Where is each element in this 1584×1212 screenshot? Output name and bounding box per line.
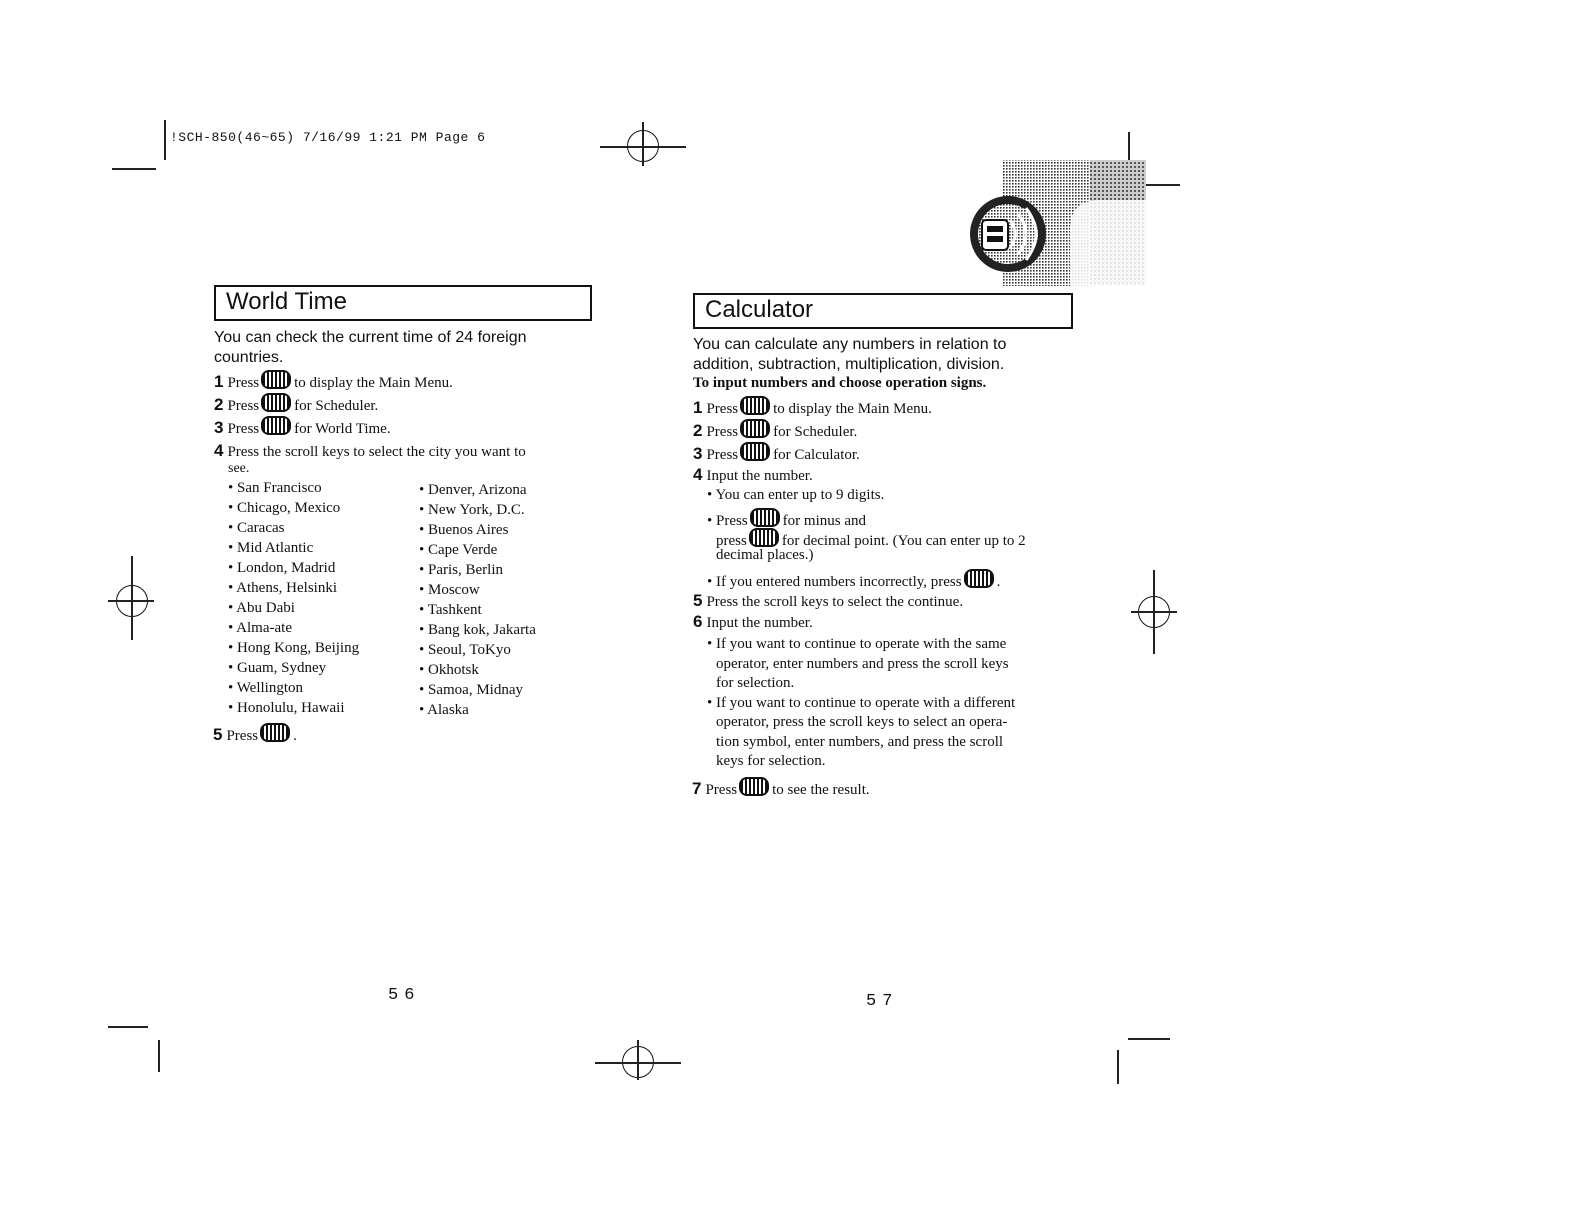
list-item: • Chicago, Mexico [228,500,341,516]
page-number: 57 [866,992,899,1011]
list-item: • Mid Atlantic [228,540,314,556]
step-4-continuation: see. [228,461,250,476]
step-5: 5 Press the scroll keys to select the continue. [693,591,964,610]
list-item: tion symbol, enter numbers, and press the scroll [716,733,1004,750]
list-item: • Caracas [228,520,285,536]
crop-mark [1117,1050,1119,1084]
key-2-icon [740,419,770,438]
list-item: • Abu Dabi [228,600,295,616]
step-3: 3 Press for World Time. [214,418,391,437]
key-6-icon [261,416,291,435]
step-4-bullet: • You can enter up to 9 digits. [707,487,885,503]
calculator-chapter-graphic [970,150,1146,286]
end-key-icon [260,723,290,742]
list-item: • Seoul, ToKyo [419,642,511,658]
list-item: • Okhotsk [419,662,479,678]
crop-mark [158,1040,160,1072]
step-3: 3 Press for Calculator. [693,444,860,463]
list-item: • Guam, Sydney [228,660,327,676]
menu-key-icon [740,396,770,415]
crop-mark [1128,1038,1170,1040]
list-item: • San Francisco [228,480,322,496]
step-1: 1 Press to display the Main Menu. [214,372,453,391]
list-item: operator, press the scroll keys to select an opera- [716,714,1008,730]
section-heading-box [693,293,1073,329]
list-item: • Moscow [419,582,480,598]
list-item: keys for selection. [716,753,826,769]
list-item: • Hong Kong, Beijing [228,640,360,656]
page-number: 56 [388,986,421,1005]
section-heading-box [214,285,592,321]
menu-key-icon [261,370,291,389]
step-6: 6 Input the number. [693,612,813,631]
list-item: • Alma-ate [228,620,292,636]
crop-mark [112,168,156,170]
registration-mark [1153,570,1155,654]
subheading: To input numbers and choose operation signs. [693,375,987,391]
list-item: • Samoa, Midnay [419,682,523,698]
star-key-icon [750,508,780,527]
step-2: 2 Press for Scheduler. [693,421,858,440]
list-item: • Honolulu, Hawaii [228,700,345,716]
list-item: • Buenos Aires [419,522,509,538]
step-4-bullet: press for decimal point. (You can enter up to 2 [716,528,1026,550]
intro-text: You can check the current time of 24 foreign countries. [214,329,527,366]
list-item: • London, Madrid [228,560,336,576]
step-4-bullet: • Press for minus and [707,508,866,530]
registration-mark [637,1040,639,1080]
registration-mark [131,556,133,640]
section-title: World Time [226,288,347,315]
step-4-bullet: • If you entered numbers incorrectly, press . [707,569,1000,591]
list-item: • Cape Verde [419,542,498,558]
step-4: 4 Input the number. [693,465,813,484]
list-item: • If you want to continue to operate with the same [707,636,1007,652]
step-5: 5 Press . [213,725,297,744]
intro-text: You can calculate any numbers in relation to addition, subtraction, multiplication, division. [693,336,1007,373]
crop-mark [164,120,166,160]
list-item: • Bang kok, Jakarta [419,622,536,638]
step-7: 7 Press to see the result. [692,779,870,798]
clr-key-icon [964,569,994,588]
list-item: • Denver, Arizona [419,482,527,498]
step-4: 4 Press the scroll keys to select the city you want to [214,441,526,460]
section-title: Calculator [705,296,814,323]
list-item: operator, enter numbers and press the scroll keys [716,655,1009,672]
list-item: • Wellington [228,680,304,696]
list-item: • Tashkent [419,602,482,618]
key-7-icon [740,442,770,461]
list-item: • If you want to continue to operate with a different [707,694,1016,711]
list-item: • Athens, Helsinki [228,580,337,596]
list-item: • Alaska [419,702,469,718]
star-key-icon [749,528,779,547]
step-1: 1 Press to display the Main Menu. [693,398,932,417]
list-item: • New York, D.C. [419,502,525,518]
crop-mark [108,1026,148,1028]
print-slug: !SCH-850(46~65) 7/16/99 1:21 PM Page 6 [170,130,486,145]
step-4-bullet: decimal places.) [716,547,814,563]
list-item: for selection. [716,675,795,691]
registration-mark [642,122,644,166]
key-2-icon [261,393,291,412]
send-key-icon [739,777,769,796]
list-item: • Paris, Berlin [419,562,503,578]
step-2: 2 Press for Scheduler. [214,395,379,414]
